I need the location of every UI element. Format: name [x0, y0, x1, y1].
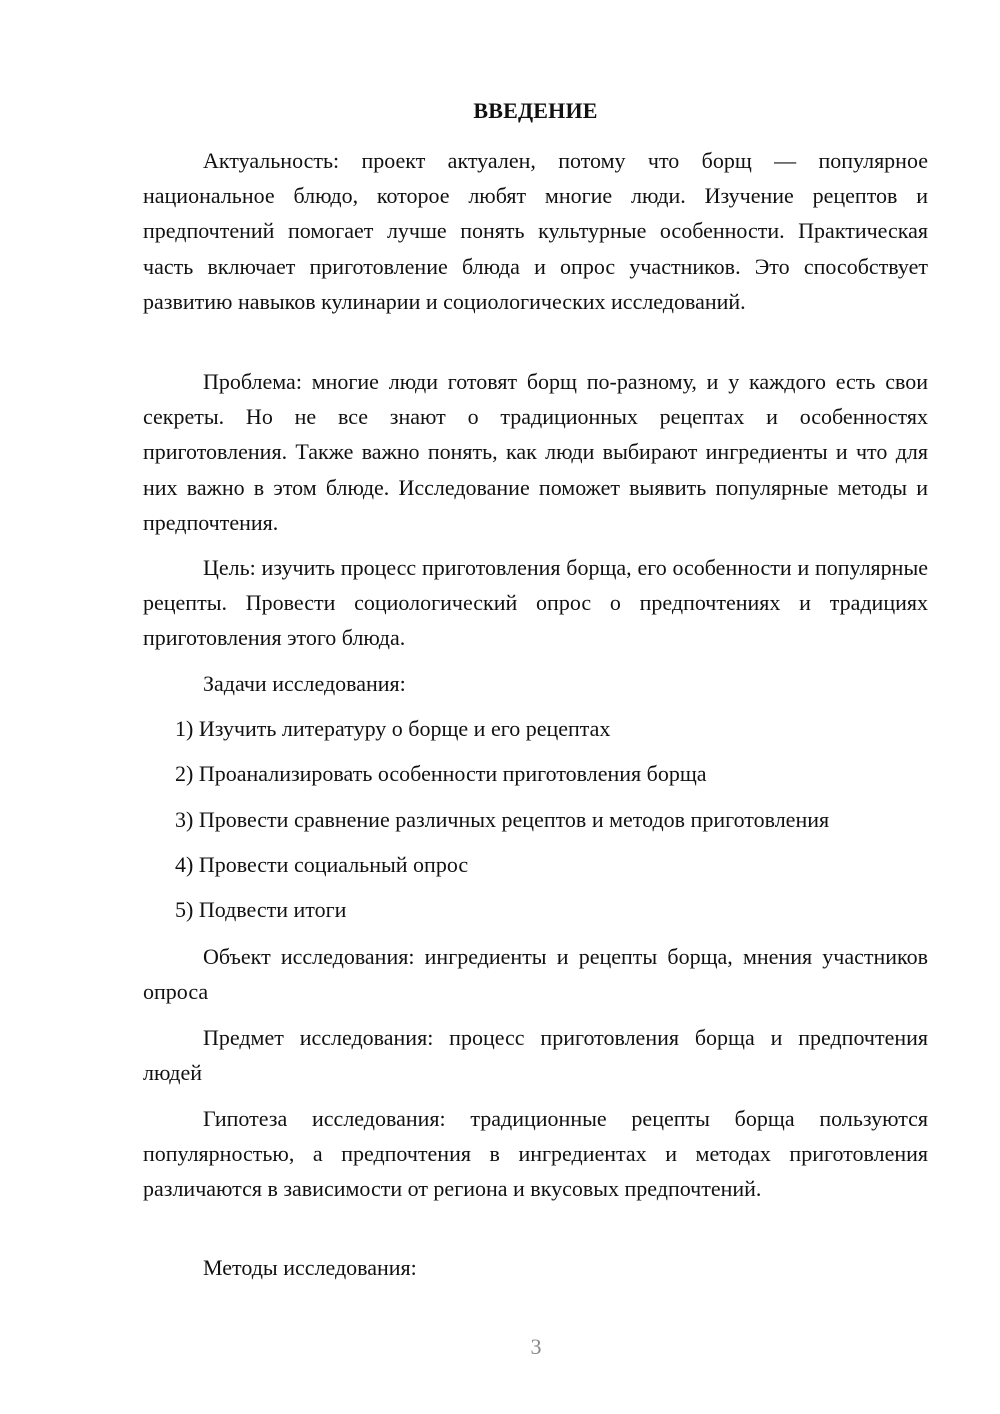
- page-number: 3: [530, 1334, 542, 1359]
- paragraph-object: Объект исследования: ингредиенты и рецепты борща, мнения участников опроса: [143, 944, 928, 1005]
- methods-label: Методы исследования:: [203, 1255, 417, 1280]
- paragraph-relevance: Актуальность: проект актуален, потому что борщ — популярное национальное блюдо, которое любят многие люди. Изучение рецептов и предпочтений помогает лучше понять культурные особенности. Практическая часть включает приготовление блюда и опрос участников. Это способствует развитию навыков кулинарии и социологических исследований.: [143, 148, 928, 314]
- task-list-item: 2) Проанализировать особенности приготовления борща: [175, 761, 707, 786]
- task-list-item: 4) Провести социальный опрос: [175, 852, 469, 877]
- task-list-item: 5) Подвести итоги: [175, 897, 347, 922]
- tasks-label: Задачи исследования:: [203, 671, 406, 696]
- paragraph-hypothesis: Гипотеза исследования: традиционные рецепты борща пользуются популярностью, а предпочтения в ингредиентах и методах приготовления различаются в зависимости от региона и вкусовых предпочтений.: [143, 1106, 928, 1202]
- paragraph-goal: Цель: изучить процесс приготовления борща, его особенности и популярные рецепты. Провести социологический опрос о предпочтениях и традициях приготовления этого блюда.: [143, 555, 928, 651]
- paragraph-subject: Предмет исследования: процесс приготовления борща и предпочтения людей: [143, 1025, 928, 1086]
- section-heading: ВВЕДЕНИЕ: [473, 98, 598, 123]
- paragraph-problem: Проблема: многие люди готовят борщ по-разному, и у каждого есть свои секреты. Но не все знают о традиционных рецептах и особенностях приготовления. Также важно понять, как люди выбирают ингредиенты и что для них важно в этом блюде. Исследование поможет выявить популярные методы и предпочтения.: [143, 369, 928, 535]
- task-list-item: 3) Провести сравнение различных рецептов и методов приготовления: [175, 807, 830, 832]
- task-list-item: 1) Изучить литературу о борще и его рецептах: [175, 716, 611, 741]
